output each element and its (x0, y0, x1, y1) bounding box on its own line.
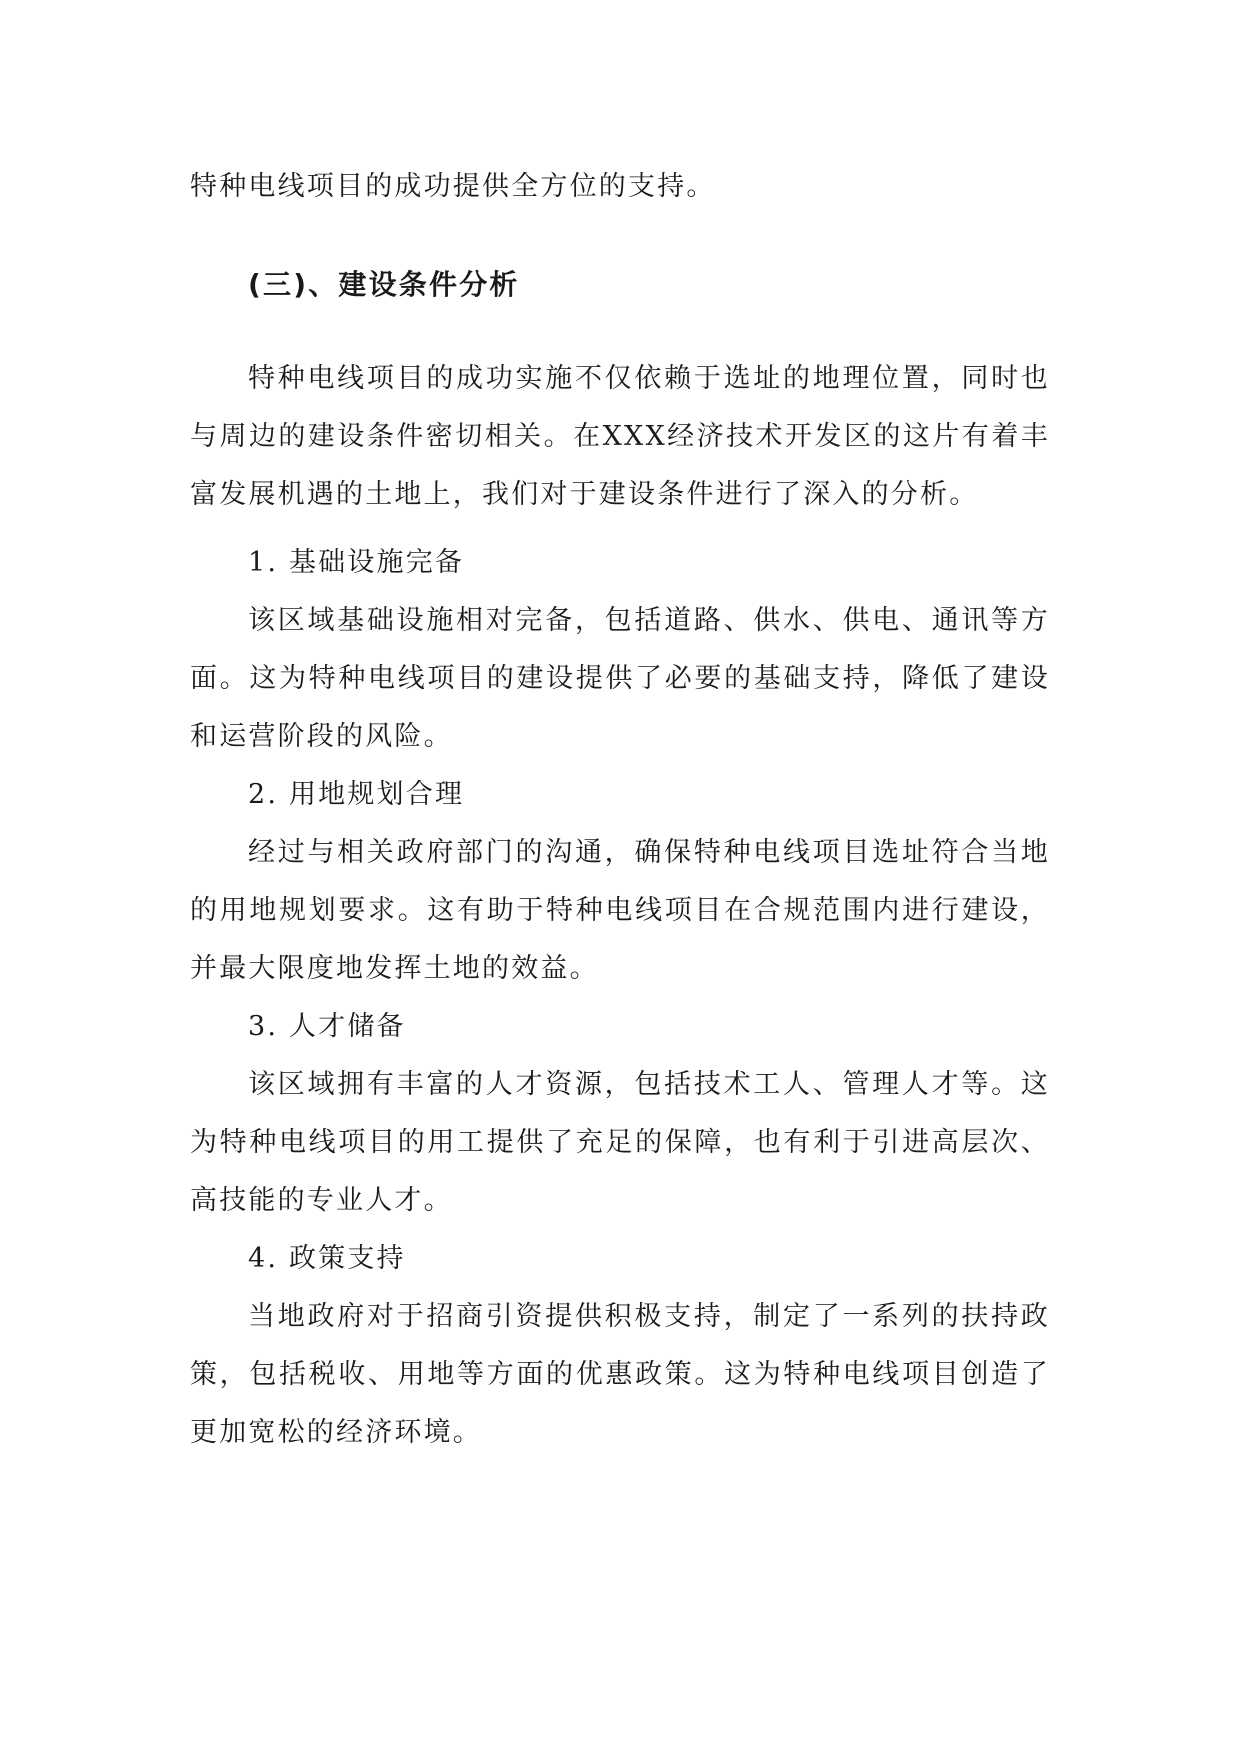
section-intro-paragraph: 特种电线项目的成功实施不仅依赖于选址的地理位置，同时也与周边的建设条件密切相关。在XXX经济技术开发区的这片有着丰富发展机遇的土地上，我们对于建设条件进行了深入的分析。 (190, 363, 1050, 510)
item-2-title: 2. 用地规划合理 (248, 779, 465, 810)
item-4-body: 当地政府对于招商引资提供积极支持，制定了一系列的扶持政策，包括税收、用地等方面的优惠政策。这为特种电线项目创造了更加宽松的经济环境。 (190, 1301, 1050, 1448)
item-3-body: 该区域拥有丰富的人才资源，包括技术工人、管理人才等。这为特种电线项目的用工提供了充足的保障，也有利于引进高层次、高技能的专业人才。 (190, 1069, 1050, 1216)
item-2-body: 经过与相关政府部门的沟通，确保特种电线项目选址符合当地的用地规划要求。这有助于特种电线项目在合规范围内进行建设，并最大限度地发挥土地的效益。 (190, 837, 1050, 984)
item-4-title: 4. 政策支持 (248, 1243, 406, 1274)
item-1-body: 该区域基础设施相对完备，包括道路、供水、供电、通讯等方面。这为特种电线项目的建设提供了必要的基础支持，降低了建设和运营阶段的风险。 (190, 605, 1050, 752)
document-body (190, 158, 1050, 1462)
section-heading: (三)、建设条件分析 (248, 268, 520, 301)
intro-tail-paragraph: 特种电线项目的成功提供全方位的支持。 (190, 171, 716, 202)
item-1-title: 1. 基础设施完备 (248, 547, 465, 578)
item-3-title: 3. 人才储备 (248, 1011, 406, 1042)
